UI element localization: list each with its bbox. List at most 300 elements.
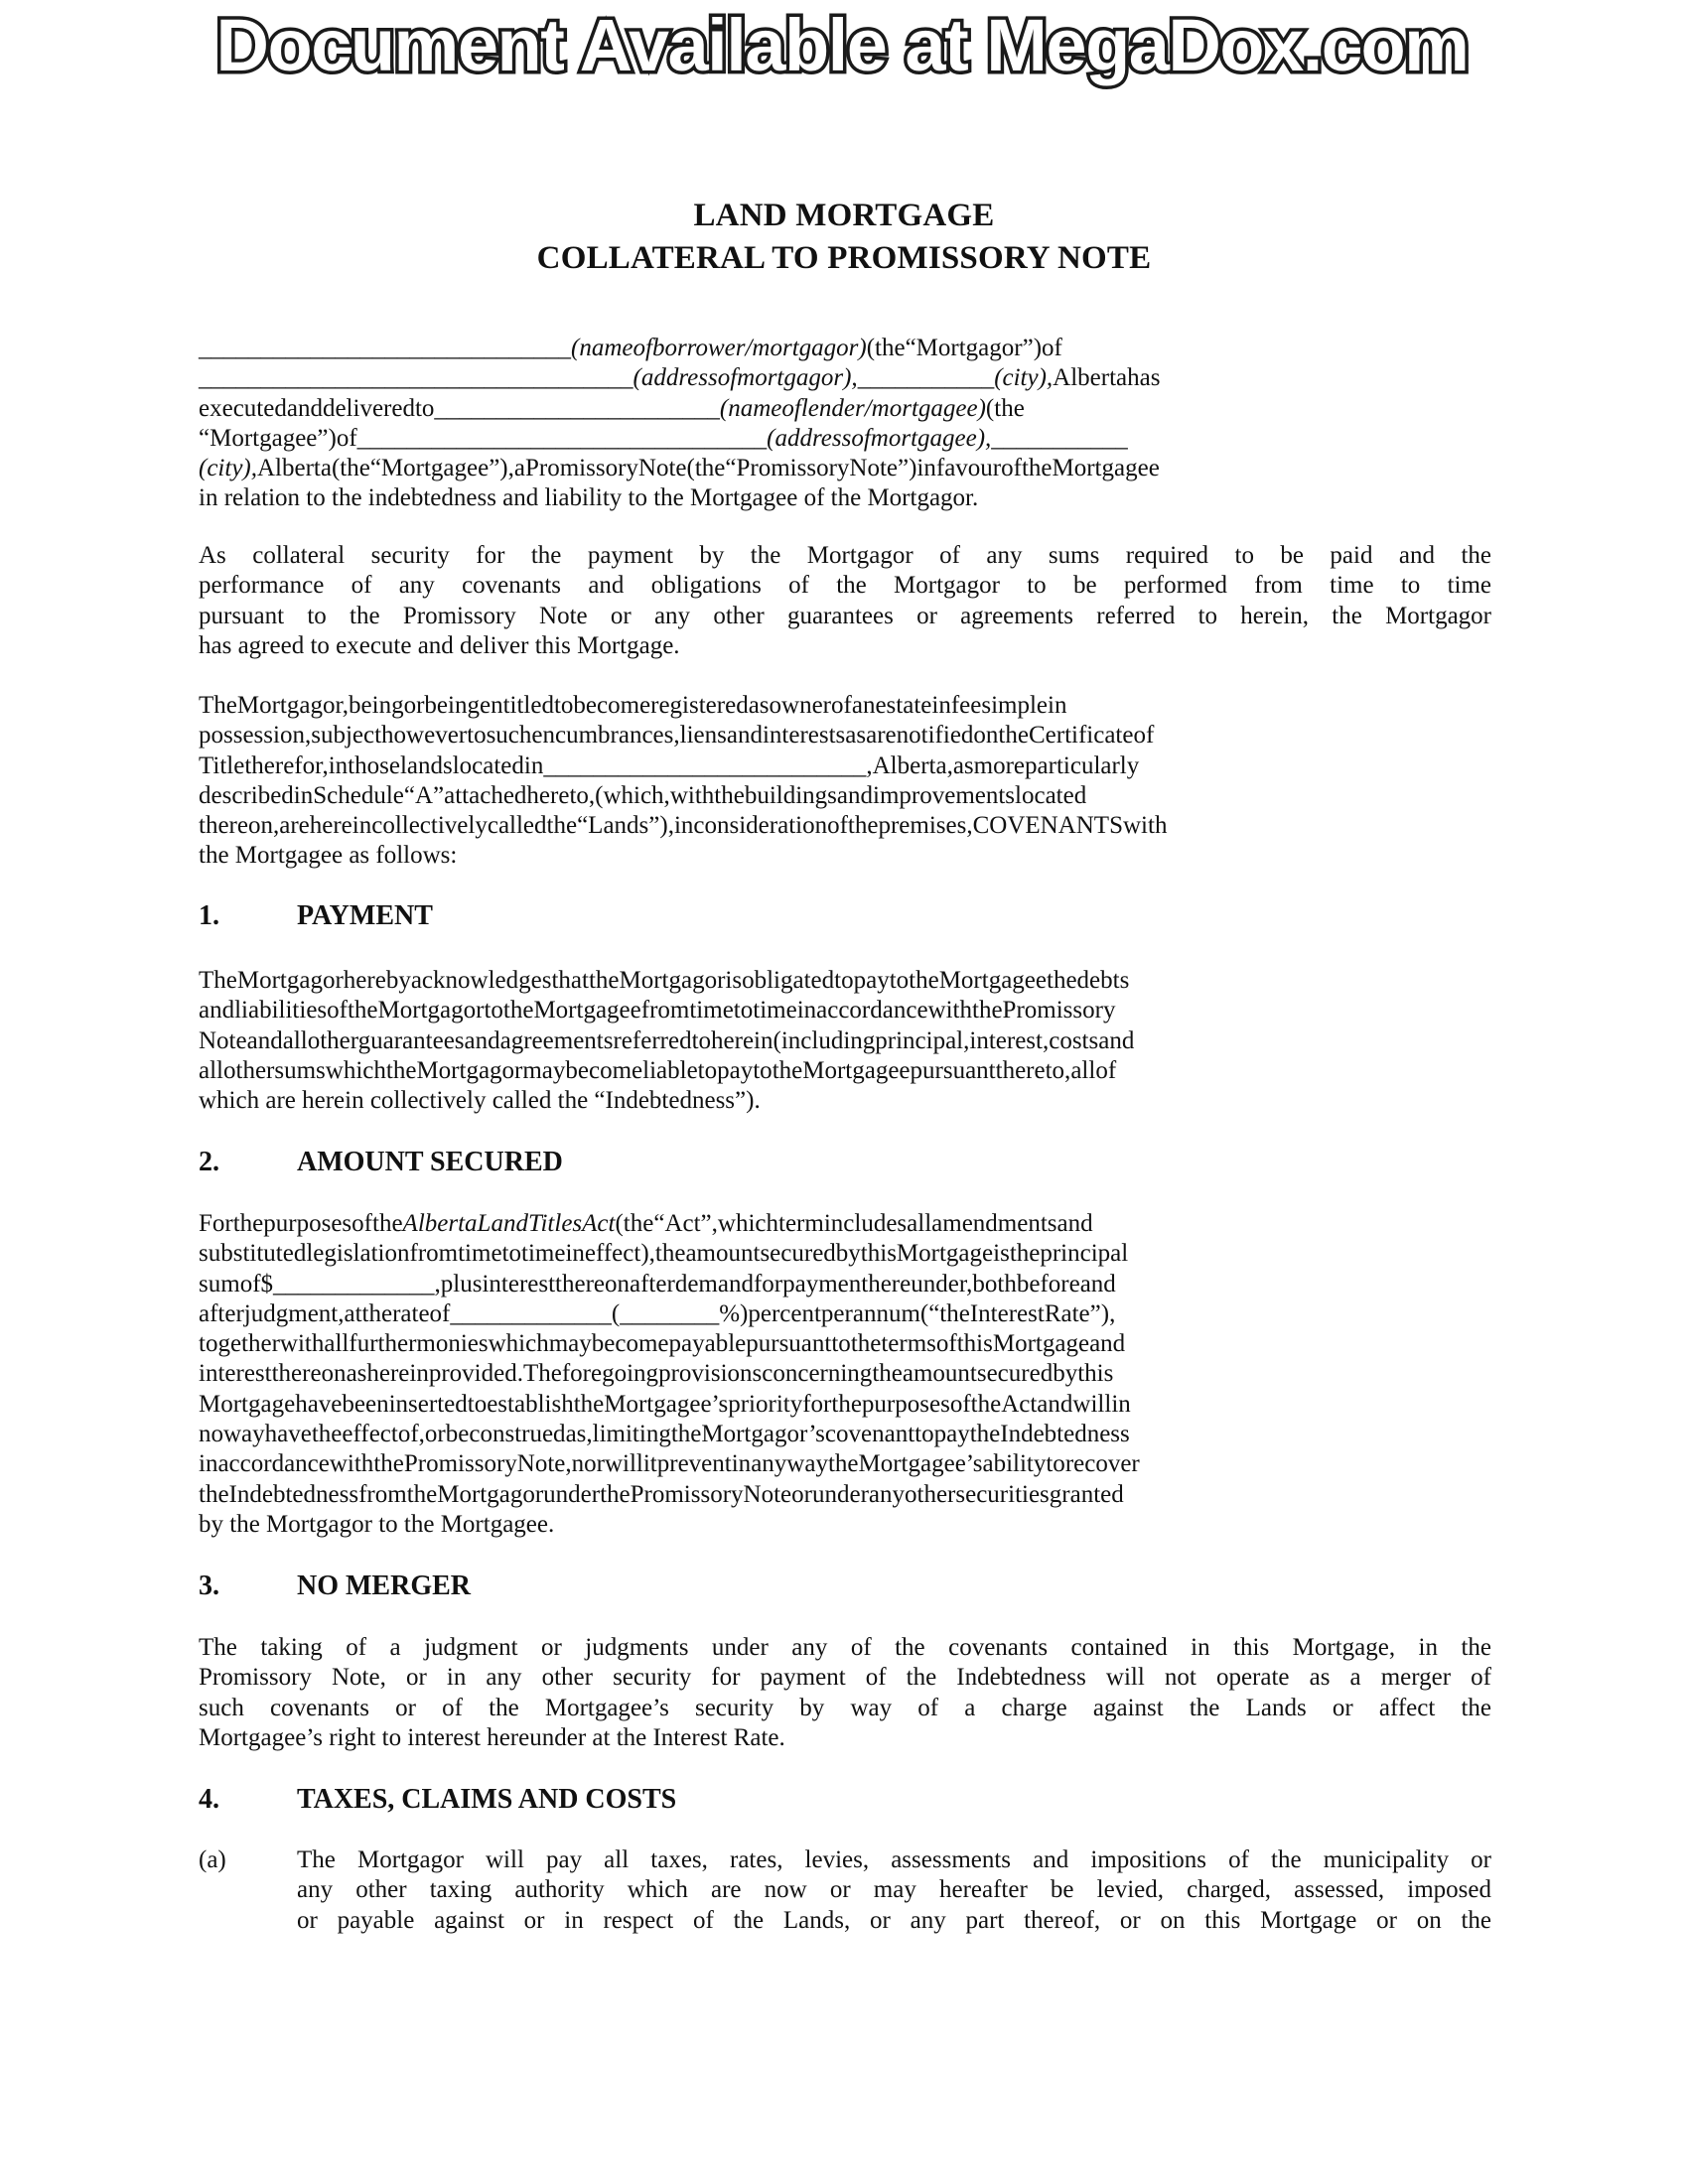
word: after	[199, 1299, 244, 1327]
word: of	[1001, 455, 1022, 482]
word: this	[956, 1330, 993, 1358]
word: (address	[633, 364, 718, 392]
word: amount	[685, 1240, 761, 1268]
word: as,	[565, 1421, 593, 1448]
word: in	[523, 751, 544, 779]
word: the	[1021, 455, 1053, 482]
paragraph-line	[199, 1694, 1491, 1723]
word: and	[246, 1026, 283, 1054]
paragraph-line	[199, 1633, 1491, 1663]
covenants-paragraph	[199, 691, 1491, 872]
word: Note	[637, 455, 687, 482]
word: acknowledges	[410, 967, 552, 994]
word: to	[834, 967, 854, 994]
word: with	[329, 1450, 374, 1478]
word: per	[820, 1299, 853, 1327]
word: the	[373, 1450, 404, 1478]
word: Note”)	[849, 455, 917, 482]
word: Promissory	[525, 455, 638, 482]
word: time	[753, 997, 797, 1024]
word: principal,	[875, 1026, 970, 1054]
word: to	[697, 1056, 718, 1084]
paragraph-line: or payable against or in respect of the Lands, or any part thereof, or on this Mortgage or on the	[297, 1906, 1491, 1934]
word: other	[905, 1480, 956, 1508]
word: provided.	[428, 1360, 523, 1388]
word: in	[673, 812, 694, 840]
word: improvements	[873, 781, 1016, 809]
word: in	[796, 997, 817, 1024]
word: covenant	[824, 1421, 915, 1448]
word: to	[733, 997, 754, 1024]
word: to	[553, 692, 574, 719]
word: at	[344, 1299, 362, 1327]
fill-in-blank: ______________________________	[199, 335, 571, 361]
word: of	[949, 1390, 971, 1418]
word: nor	[571, 1450, 605, 1478]
document-title-line-1: LAND MORTGAGE	[693, 198, 995, 233]
paragraph-line	[199, 691, 1491, 721]
word: delivered	[322, 394, 415, 422]
fill-in-blank: ________	[620, 1299, 720, 1327]
dollar-blank	[261, 1271, 441, 1297]
word: to	[753, 1056, 773, 1084]
word: notified	[896, 722, 974, 750]
word: possession,	[199, 722, 312, 750]
word: Indebtedness	[228, 1480, 359, 1508]
word: “Lands”),	[577, 812, 674, 840]
word: this	[860, 1240, 897, 1268]
text-run: by the Mortgagor to the Mortgagee.	[199, 1510, 555, 1538]
word: been	[342, 1390, 389, 1418]
word: under	[543, 1480, 601, 1508]
word: in	[328, 751, 349, 779]
paragraph-line	[199, 1510, 1491, 1540]
word: liens	[679, 722, 727, 750]
word: of	[935, 1330, 957, 1358]
word: demand	[674, 1270, 754, 1297]
word: establish	[487, 1390, 574, 1418]
word: (	[611, 1299, 621, 1327]
paragraph-line: performance of any covenants and obligations of the Mortgagor to be performed from time to time	[199, 572, 1491, 600]
paragraph-line	[199, 1723, 1491, 1753]
word: the	[909, 967, 939, 994]
word: secured	[976, 1360, 1054, 1388]
word: Mortgagee	[1052, 455, 1160, 482]
word: The	[199, 967, 237, 994]
paragraph-line	[199, 721, 1491, 751]
word: pay	[933, 1421, 970, 1448]
word: with	[927, 997, 972, 1024]
word: with	[1123, 812, 1168, 840]
word: “Mortgagor”)	[905, 335, 1043, 361]
word: referred	[613, 1026, 692, 1054]
word: effect	[342, 1421, 398, 1448]
word: those	[348, 751, 400, 779]
word: of	[239, 1270, 261, 1297]
paragraph-line	[199, 1663, 1491, 1693]
paragraph-line	[199, 996, 1491, 1025]
word: interest,	[969, 1026, 1050, 1054]
word: mortgagor),	[737, 364, 858, 392]
word: Mortgagee	[802, 1056, 911, 1084]
word: limiting	[592, 1421, 671, 1448]
megadox-watermark	[197, 6, 1487, 85]
word: the	[998, 722, 1029, 750]
word: from	[409, 1240, 459, 1268]
word: the	[573, 1390, 605, 1418]
word: Mortgagor	[236, 967, 344, 994]
word: for	[753, 1270, 783, 1297]
word: COVENANTS	[972, 812, 1123, 840]
word: favour	[935, 455, 1002, 482]
fill-in-blank: ___________________________________	[199, 364, 633, 392]
word: The	[199, 692, 237, 719]
word: which	[488, 1330, 549, 1358]
word: encumbrances,	[531, 722, 680, 750]
word: inserted	[388, 1390, 468, 1418]
word: ability	[982, 1450, 1047, 1478]
word: percent	[748, 1299, 821, 1327]
paragraph-line: pursuant to the Promissory Note or any other guarantees or agreements referred to herein, the Mortgagor	[199, 602, 1491, 629]
word: of	[336, 424, 357, 452]
word: located	[1015, 781, 1087, 809]
word: after	[630, 1270, 675, 1297]
word: being	[349, 692, 404, 719]
word: of	[1133, 722, 1155, 750]
word: particularly	[1025, 751, 1140, 779]
paragraph-line: The Mortgagor will pay all taxes, rates, levies, assessments and impositions of the municipality or	[297, 1846, 1491, 1873]
word: executed	[199, 394, 287, 422]
word: recover	[1064, 1450, 1140, 1478]
word: Interest	[969, 1299, 1045, 1327]
word: the	[406, 1480, 438, 1508]
word: the	[199, 1480, 229, 1508]
word: has	[1127, 364, 1161, 392]
paragraph-line	[199, 751, 1491, 781]
word: buildings	[744, 781, 837, 809]
word: term	[778, 1210, 824, 1237]
text-run: Promissory Note, or in any other security for payment of the Indebtedness will not operate as a merger of	[199, 1664, 1491, 1692]
section-title: AMOUNT SECURED	[297, 1147, 563, 1177]
section-body-payment	[199, 966, 1491, 1116]
word: in	[731, 1450, 752, 1478]
word: and	[1098, 1026, 1135, 1054]
word: concerning	[762, 1360, 873, 1388]
word: pay	[717, 1056, 754, 1084]
word: Mortgagor’s	[701, 1421, 825, 1448]
word: the	[502, 997, 534, 1024]
word: hereby	[343, 967, 411, 994]
text-run: such covenants or of the Mortgagee’s security by way of a charge against the Lands or affect the	[199, 1694, 1491, 1721]
section-title: NO MERGER	[297, 1570, 471, 1601]
word: time	[458, 1240, 502, 1268]
paragraph-line	[199, 1239, 1491, 1269]
word: fee	[950, 692, 982, 719]
word: hereto,	[526, 781, 596, 809]
word: plus	[440, 1270, 483, 1297]
word: amendments	[931, 1210, 1057, 1237]
word: (including	[773, 1026, 876, 1054]
text-run: Mortgagee’s right to interest hereunder at the Interest Rate.	[199, 1723, 785, 1751]
word: which	[325, 1056, 386, 1084]
word: $	[260, 1270, 274, 1297]
section-number: 1.	[199, 900, 219, 931]
word: to	[691, 1026, 712, 1054]
word: Mortgagee’s	[858, 1450, 983, 1478]
word: and	[1056, 1210, 1093, 1237]
word: which	[717, 1210, 778, 1237]
word: any	[868, 1480, 905, 1508]
word: to	[1046, 1450, 1065, 1478]
word: such	[486, 722, 532, 750]
word: securities	[955, 1480, 1050, 1508]
word: in	[1048, 692, 1067, 719]
word: monies	[416, 1330, 489, 1358]
word: and	[1037, 1390, 1073, 1418]
paragraph-line	[199, 1329, 1491, 1359]
word: the	[1009, 1240, 1041, 1268]
fill-in-blank: _____________	[273, 1270, 435, 1297]
word: (name	[571, 335, 633, 361]
word: purposes	[263, 1210, 352, 1237]
section-body-no-merger	[199, 1633, 1491, 1753]
word: will	[1072, 1390, 1112, 1418]
intro-paragraph	[199, 334, 1491, 514]
paragraph-line	[199, 454, 1491, 483]
word: further	[349, 1330, 417, 1358]
word: the	[654, 1240, 686, 1268]
word: the	[970, 1390, 1002, 1418]
paragraph-line	[199, 1026, 1491, 1056]
word: and	[286, 394, 323, 422]
word: as	[748, 692, 770, 719]
word: estate	[875, 692, 932, 719]
word: the	[361, 1299, 393, 1327]
word: by	[835, 1240, 861, 1268]
word: obligated	[742, 967, 835, 994]
word: to	[831, 1330, 851, 1358]
word: (address	[767, 424, 852, 452]
word: debts	[1076, 967, 1130, 994]
word: an	[851, 692, 876, 719]
word: terms	[881, 1330, 936, 1358]
word: of	[327, 997, 348, 1024]
word: the	[714, 781, 745, 809]
section-number: 3.	[199, 1570, 219, 1601]
word: will	[604, 1450, 643, 1478]
word: of	[1095, 1056, 1117, 1084]
word: more	[973, 751, 1026, 779]
word: sums	[274, 1056, 326, 1084]
word: effect),	[584, 1240, 655, 1268]
word: Mortgagee	[938, 967, 1047, 994]
word: described	[199, 781, 294, 809]
word: Rate”),	[1044, 1299, 1116, 1327]
word: Note	[743, 1480, 792, 1508]
word: legislation	[306, 1240, 410, 1268]
word: to	[414, 394, 435, 422]
word: foregoing	[561, 1360, 659, 1388]
word: (the	[615, 1210, 654, 1237]
word: together	[199, 1330, 280, 1358]
word: to	[501, 1240, 521, 1268]
word: to	[914, 1421, 934, 1448]
word: Note,	[516, 1450, 572, 1478]
word: rate	[392, 1299, 430, 1327]
word: (the	[985, 394, 1025, 422]
word: this	[1077, 1360, 1114, 1388]
word: owner	[769, 692, 832, 719]
paragraph-line: has agreed to execute and deliver this Mortgage.	[199, 631, 680, 659]
word: accordance	[816, 997, 928, 1024]
word: pursuant	[746, 1330, 832, 1358]
word: premises,	[878, 812, 973, 840]
word: and	[199, 997, 235, 1024]
word: become	[573, 692, 651, 719]
word: collectively	[371, 812, 488, 840]
word: other	[307, 1026, 358, 1054]
word: payment	[782, 1270, 869, 1297]
word: are	[866, 722, 897, 750]
word: interest	[482, 1270, 556, 1297]
word: of	[1042, 335, 1062, 361]
word: Title	[199, 751, 245, 779]
word: both	[972, 1270, 1017, 1297]
word: and	[1089, 1330, 1126, 1358]
word: Mortgagor	[619, 967, 726, 994]
word: attached	[444, 781, 527, 809]
section-number: 4.	[199, 1784, 219, 1815]
word: in	[1111, 1390, 1131, 1418]
word: thereon	[271, 1360, 347, 1388]
word: accordance	[217, 1450, 330, 1478]
paragraph-line	[199, 334, 1491, 363]
word: other	[223, 1056, 275, 1084]
word: and	[464, 1026, 500, 1054]
word: Mortgagor	[377, 997, 485, 1024]
word: called	[487, 812, 547, 840]
paragraph-line	[199, 1299, 1491, 1329]
word: subject	[311, 722, 382, 750]
word: in	[916, 455, 936, 482]
word: annum	[852, 1299, 920, 1327]
word: Certificate	[1028, 722, 1134, 750]
word: “Promissory	[725, 455, 850, 482]
word: pursuant	[910, 1056, 996, 1084]
word: The	[522, 1360, 562, 1388]
word: all	[907, 1210, 932, 1237]
word: become	[565, 1056, 643, 1084]
word: is	[993, 1240, 1010, 1268]
word: all	[199, 1056, 223, 1084]
word: the	[831, 1390, 862, 1418]
word: construed	[469, 1421, 566, 1448]
paragraph-line	[199, 1420, 1491, 1449]
item-label-a: (a)	[199, 1846, 226, 1873]
word: borrower/mortgagor)	[651, 335, 867, 361]
word: granted	[1049, 1480, 1124, 1508]
word: the	[850, 1330, 882, 1358]
word: Alberta	[256, 455, 332, 482]
word: Mortgagor	[437, 1480, 544, 1508]
word: the	[847, 812, 879, 840]
word: as	[346, 1360, 367, 1388]
word: the	[385, 1056, 417, 1084]
word: Titles	[527, 1210, 583, 1237]
word: as	[952, 751, 974, 779]
word: in	[293, 781, 314, 809]
word: is	[725, 967, 743, 994]
word: Note	[199, 1026, 247, 1054]
word: entitled	[479, 692, 554, 719]
paragraph-line	[199, 483, 1491, 513]
word: For	[199, 1210, 233, 1237]
word: Promissory	[1002, 997, 1116, 1024]
fill-in-blank: _______________________	[434, 394, 720, 422]
word: (which,	[595, 781, 670, 809]
word: (name	[719, 394, 782, 422]
paragraph-line	[199, 394, 1491, 424]
word: no	[199, 1421, 223, 1448]
word: Mortgagor	[416, 1056, 523, 1084]
word: (the	[686, 455, 726, 482]
word: Mortgage	[199, 1390, 296, 1418]
word: “A”	[403, 781, 445, 809]
word: may	[548, 1330, 592, 1358]
word: (city),	[199, 455, 257, 482]
word: as	[845, 722, 867, 750]
word: of	[831, 692, 852, 719]
word: mortgagee),	[870, 424, 992, 452]
word: of	[781, 394, 801, 422]
word: interests	[762, 722, 846, 750]
word: from	[640, 997, 690, 1024]
collateral-security-paragraph	[199, 541, 1491, 661]
word: payable	[668, 1330, 747, 1358]
word: with	[279, 1330, 325, 1358]
word: the	[546, 812, 578, 840]
word: Mortgagor,	[236, 692, 350, 719]
word: before	[1016, 1270, 1080, 1297]
paragraph-line	[199, 1359, 1491, 1389]
paragraph-line	[199, 1270, 1491, 1299]
blank-with-punctuation	[543, 752, 872, 779]
word: Mortgage	[992, 1330, 1090, 1358]
paragraph-line	[199, 966, 1491, 996]
section-body-amount-secured	[199, 1209, 1491, 1540]
fill-in-blank: __________________________	[543, 751, 867, 779]
section-title: TAXES, CLAIMS AND COSTS	[297, 1784, 677, 1815]
fill-in-blank: _____________	[450, 1299, 612, 1327]
word: lands	[399, 751, 453, 779]
paragraph-line	[199, 1209, 1491, 1239]
word: priority	[728, 1390, 803, 1418]
word: or	[424, 1421, 446, 1448]
word: Alberta	[402, 1210, 478, 1237]
word: Mortgagee	[533, 997, 641, 1024]
word: herein	[711, 1026, 774, 1054]
paragraph-line	[199, 1086, 1491, 1116]
word: Mortgagee’s	[604, 1390, 729, 1418]
word: all	[324, 1330, 350, 1358]
word: Indebtedness	[1000, 1421, 1130, 1448]
word: of,	[397, 1421, 425, 1448]
word: to	[467, 1390, 488, 1418]
word: “Mortgagee”),	[369, 455, 514, 482]
word: the	[311, 1421, 343, 1448]
word: being	[424, 692, 480, 719]
word: thereto,	[995, 1056, 1071, 1084]
